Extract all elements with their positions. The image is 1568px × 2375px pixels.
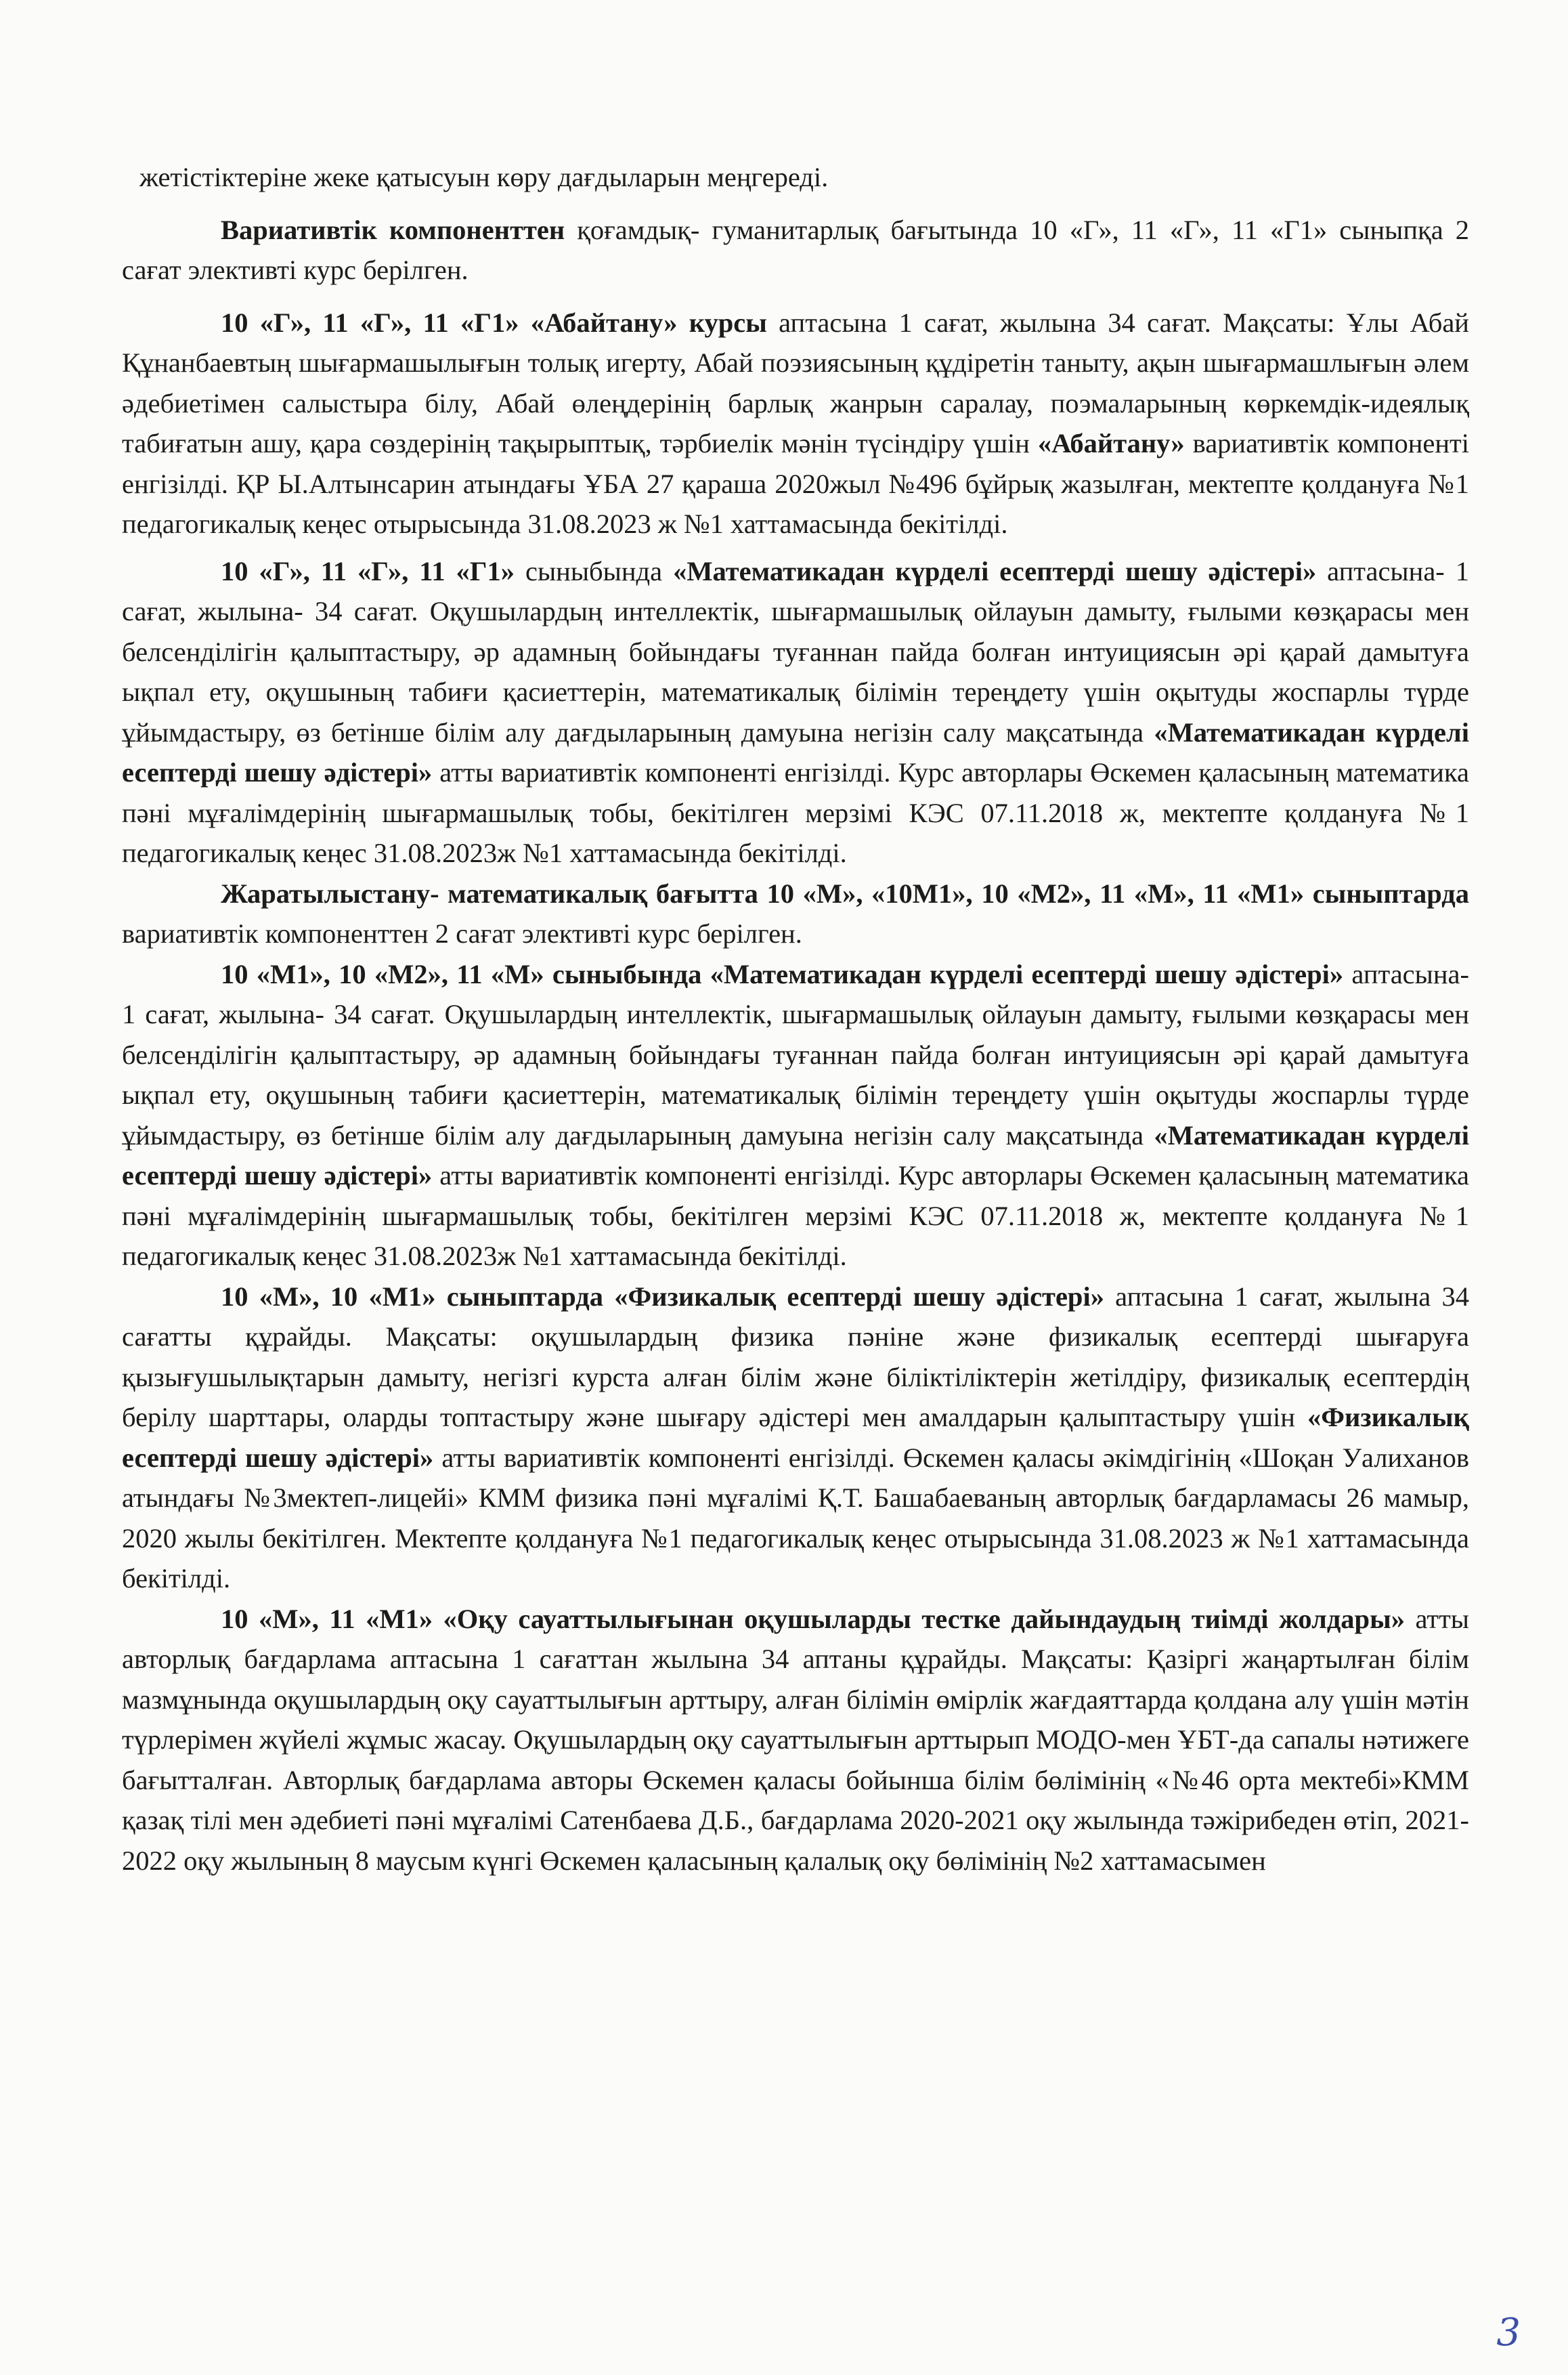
text-run: атты вариативтік компоненті енгізілді. Курс авторлары Өскемен қаласының математика пәні мұғалімдерінің шығармашылық тобы, бекітілген мерзімі КЭС 07.11.2018 ж, мектепте қолдануға №1 педагогикалық кеңес 31.08.2023ж №1 хаттамасында бекітілді. — [122, 757, 1469, 868]
text-run: жетістіктеріне жеке қатысуын көру дағдыларын меңгереді. — [139, 162, 829, 192]
text-run: аптасына- 1 сағат, жылына- 34 сағат. Оқушылардың интеллектік, шығармашылық ойлауын дамыту, ғылыми көзқарасы мен белсенділігін қалыптастыру, әр адамның бойындағы туғаннан пайда болған интуициясын әрі қарай дамытуға ықпал ету, оқушының табиғи қасиеттерін, математикалық білімін тереңдету үшін оқытуды жоспарлы түрде ұйымдастыру, өз бетінше білім алу дағдыларының дамуына негізін салу мақсатында — [122, 555, 1469, 748]
paragraph-4 — [122, 551, 1469, 874]
text-run-bold: 10 «М1», 10 «М2», 11 «М» сыныбында «Математикадан күрделі есептерді шешу әдістері» — [221, 958, 1344, 989]
text-run-bold: «Абайтану» — [1037, 428, 1185, 458]
text-run-bold: «Математикадан күрделі есептерді шешу әдістері» — [122, 716, 1469, 788]
text-run-bold: «Математикадан күрделі есептерді шешу әдістері» — [122, 1119, 1469, 1191]
text-run-bold: Вариативтік компоненттен — [221, 214, 565, 245]
text-run: аптасына 1 сағат, жылына 34 сағат. Мақсаты: Ұлы Абай Құнанбаевтың шығармашылығын толық игерту, Абай поэзиясының құдіретін таныту, ақын шығармашлығын әлем әдебиетімен салыстыра білу, Абай өлеңдерінің барлық жанрын саралау, поэмаларының көркемдік-идеялық табиғатын ашу, қара сөздерінің тақырыптық, тәрбиелік мәнін түсіндіру үшін — [122, 307, 1469, 458]
paragraph-3 — [122, 303, 1469, 544]
text-run-bold: 10 «Г», 11 «Г», 11 «Г1» «Абайтану» курсы — [221, 307, 767, 338]
page-number: 3 — [1496, 2311, 1521, 2355]
paragraph-1 — [122, 157, 1469, 198]
text-run: вариативтік компоненттен 2 сағат элективті курс берілген. — [122, 918, 802, 949]
text-run: аптасына- 1 сағат, жылына- 34 сағат. Оқушылардың интеллектік, шығармашылық ойлауын дамыту, ғылыми көзқарасы мен белсенділігін қалыптастыру, әр адамның бойындағы туғаннан пайда болған интуициясын әрі қарай дамытуға ықпал ету, оқушының табиғи қасиеттерін, математикалық білімін тереңдету үшін оқытуды жоспарлы түрде ұйымдастыру, өз бетінше білім алу дағдыларының дамуына негізін салу мақсатында — [122, 958, 1469, 1151]
text-run: атты авторлық бағдарлама аптасына 1 сағаттан жылына 34 аптаны құрайды. Мақсаты: Қазіргі жаңартылған білім мазмұнында оқушылардың оқу сауаттылығын арттыру, алған білімін өмірлік жағдаяттарда қолдана алу үшін мәтін түрлерімен жүйелі жұмыс жасау. Оқушылардың оқу сауаттылығын арттырып МОДО-мен ҰБТ-да сапалы нәтижеге бағытталған. Авторлық бағдарлама авторы Өскемен қаласы бойынша білім бөлімінің «№46 орта мектебі»КММ қазақ тілі мен әдебиеті пәні мұғалімі Сатенбаева Д.Б., бағдарлама 2020-2021 оқу жылында тәжірибеден өтіп, 2021-2022 оқу жылының 8 маусым күнгі Өскемен қаласының қалалық оқу бөлімінің №2 хаттамасымен — [122, 1603, 1469, 1876]
paragraph-2 — [122, 210, 1469, 291]
paragraph-7 — [122, 1277, 1469, 1599]
document-body — [122, 157, 1469, 1881]
paragraph-8 — [122, 1599, 1469, 1881]
text-run-bold: «Физикалық есептерді шешу әдістері» — [122, 1402, 1469, 1473]
text-run-bold: 10 «М», 10 «М1» сыныптарда «Физикалық есептерді шешу әдістері» — [221, 1281, 1104, 1312]
text-run-bold: «Математикадан күрделі есептерді шешу әдістері» — [673, 555, 1317, 586]
paragraph-6 — [122, 954, 1469, 1277]
paragraph-5 — [122, 874, 1469, 954]
text-run-bold: Жаратылыстану- математикалық бағытта 10 «М», «10М1», 10 «М2», 11 «М», 11 «М1» сыныптарда — [221, 878, 1469, 909]
text-run-bold: 10 «М», 11 «М1» «Оқу сауаттылығынан оқушыларды тестке дайындаудың тиімді жолдары» — [221, 1603, 1405, 1634]
text-run: атты вариативтік компоненті енгізілді. Өскемен қаласы әкімдігінің «Шоқан Уалиханов атындағы №3мектеп-лицейі» КММ физика пәні мұғалімі Қ.Т. Башабаеваның авторлық бағдарламасы 26 мамыр, 2020 жылы бекітілген. Мектепте қолдануға №1 педагогикалық кеңес отырысында 31.08.2023 ж №1 хаттамасында бекітілді. — [122, 1442, 1469, 1593]
text-run: вариативтік компоненті енгізілді. ҚР Ы.Алтынсарин атындағы ҰБА 27 қараша 2020жыл №496 бұйрық жазылған, мектепте қолдануға №1 педагогикалық кеңес отырысында 31.08.2023 ж №1 хаттамасында бекітілді. — [122, 428, 1469, 539]
text-run: атты вариативтік компоненті енгізілді. Курс авторлары Өскемен қаласының математика пәні мұғалімдерінің шығармашылық тобы, бекітілген мерзімі КЭС 07.11.2018 ж, мектепте қолдануға №1 педагогикалық кеңес 31.08.2023ж №1 хаттамасында бекітілді. — [122, 1160, 1469, 1271]
text-run: аптасына 1 сағат, жылына 34 сағатты құрайды. Мақсаты: оқушылардың физика пәніне және физикалық есептерді шығаруға қызығушылықтарын дамыту, негізгі курста алған білім және біліктіліктерін жетілдіру, физикалық есептердің берілу шарттары, оларды топтастыру және шығару әдістері мен амалдарын қалыптастыру үшін — [122, 1281, 1469, 1432]
text-run-bold: 10 «Г», 11 «Г», 11 «Г1» — [221, 555, 515, 586]
text-run: сыныбында — [515, 555, 674, 586]
text-run: қоғамдық- гуманитарлық бағытында 10 «Г», 11 «Г», 11 «Г1» сыныпқа 2 сағат элективті курс берілген. — [122, 214, 1470, 285]
